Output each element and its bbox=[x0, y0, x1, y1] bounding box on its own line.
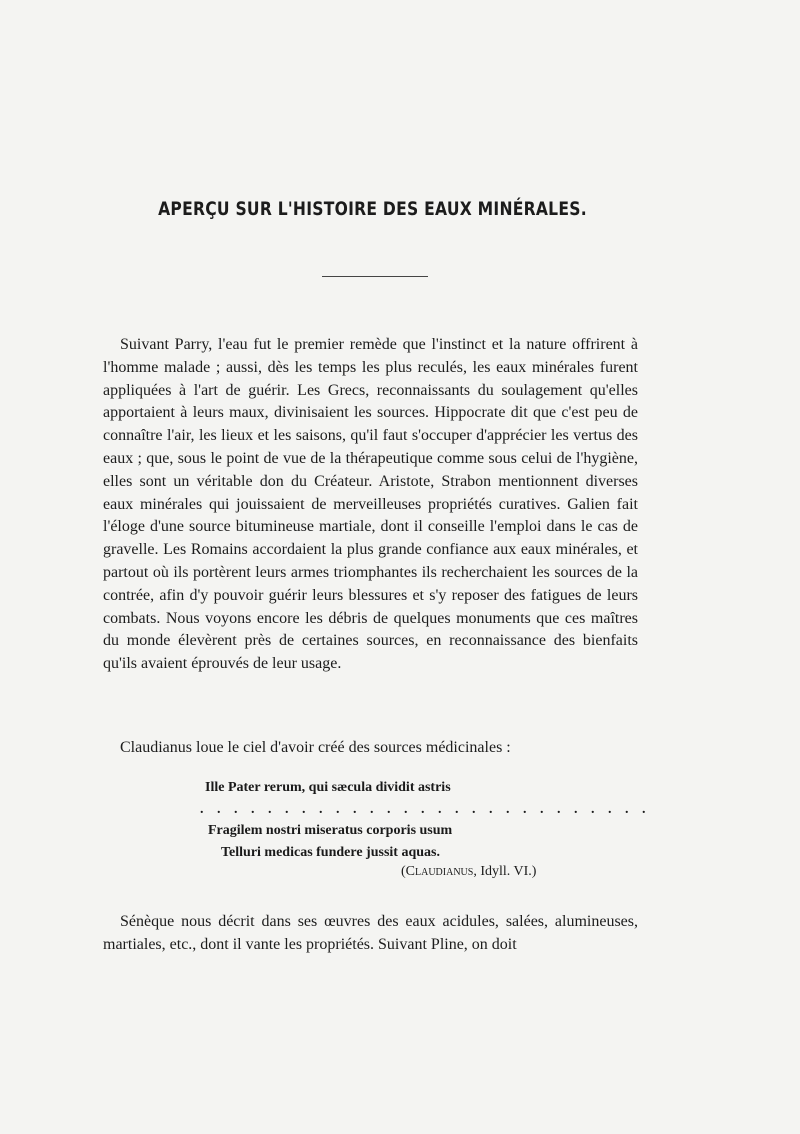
paragraph-parry: Suivant Parry, l'eau fut le premier remède que l'instinct et la nature offrirent à l'homme malade ; aussi, dès les temps les plus reculés, les eaux minérales furent appliquées à l'art de guérir. Les Grecs, reconnaissants du soulagement qu'elles apportaient à leurs maux, divinisaient les sources. Hippocrate dit que c'est peu de connaître l'air, les lieux et les saisons, qu'il faut s'occuper d'apprécier les vertus des eaux ; que, sous le point de vue de la thérapeutique comme sous celui de l'hygiène, elles sont un véritable don du Créateur. Aristote, Strabon mentionnent diverses eaux minérales qui jouissaient de merveilleuses propriétés curatives. Galien fait l'éloge d'une source bitumineuse martiale, dont il conseille l'emploi dans le cas de gravelle. Les Romains accordaient la plus grande confiance aux eaux minérales, et partout où ils portèrent leurs armes triomphantes ils recherchaient les sources de la contrée, afin d'y pouvoir guérir leurs blessures et s'y reposer des fatigues de leurs combats. Nous voyons encore les débris de quelques monuments que ces maîtres du monde élevèrent près de certaines sources, en reconnaissance des bienfaits qu'ils avaient éprouvés de leur usage. bbox=[103, 336, 638, 673]
verse-line-1: Ille Pater rerum, qui sæcula dividit astris bbox=[205, 780, 451, 795]
paragraph-claudianus: Claudianus loue le ciel d'avoir créé des sources médicinales : bbox=[120, 739, 511, 756]
verse-ellipsis: . . . . . . . . . . . . . . . . . . . . . . . . . . . bbox=[200, 802, 651, 817]
citation-open: ( bbox=[401, 864, 406, 879]
paragraph-seneque: Sénèque nous décrit dans ses œuvres des eaux acidules, salées, alumineuses, martiales, etc., dont il vante les propriétés. Suivant Pline, on doit bbox=[103, 913, 638, 953]
chapter-title: APERÇU SUR L'HISTOIRE DES EAUX MINÉRALES. bbox=[158, 198, 587, 220]
citation-rest: , Idyll. VI.) bbox=[473, 864, 537, 879]
citation-author: Claudianus bbox=[405, 864, 474, 879]
verse-citation bbox=[401, 864, 536, 880]
verse-line-2: Fragilem nostri miseratus corporis usum bbox=[208, 823, 453, 838]
title-divider bbox=[322, 276, 428, 277]
verse-line-3: Telluri medicas fundere jussit aquas. bbox=[221, 845, 440, 860]
